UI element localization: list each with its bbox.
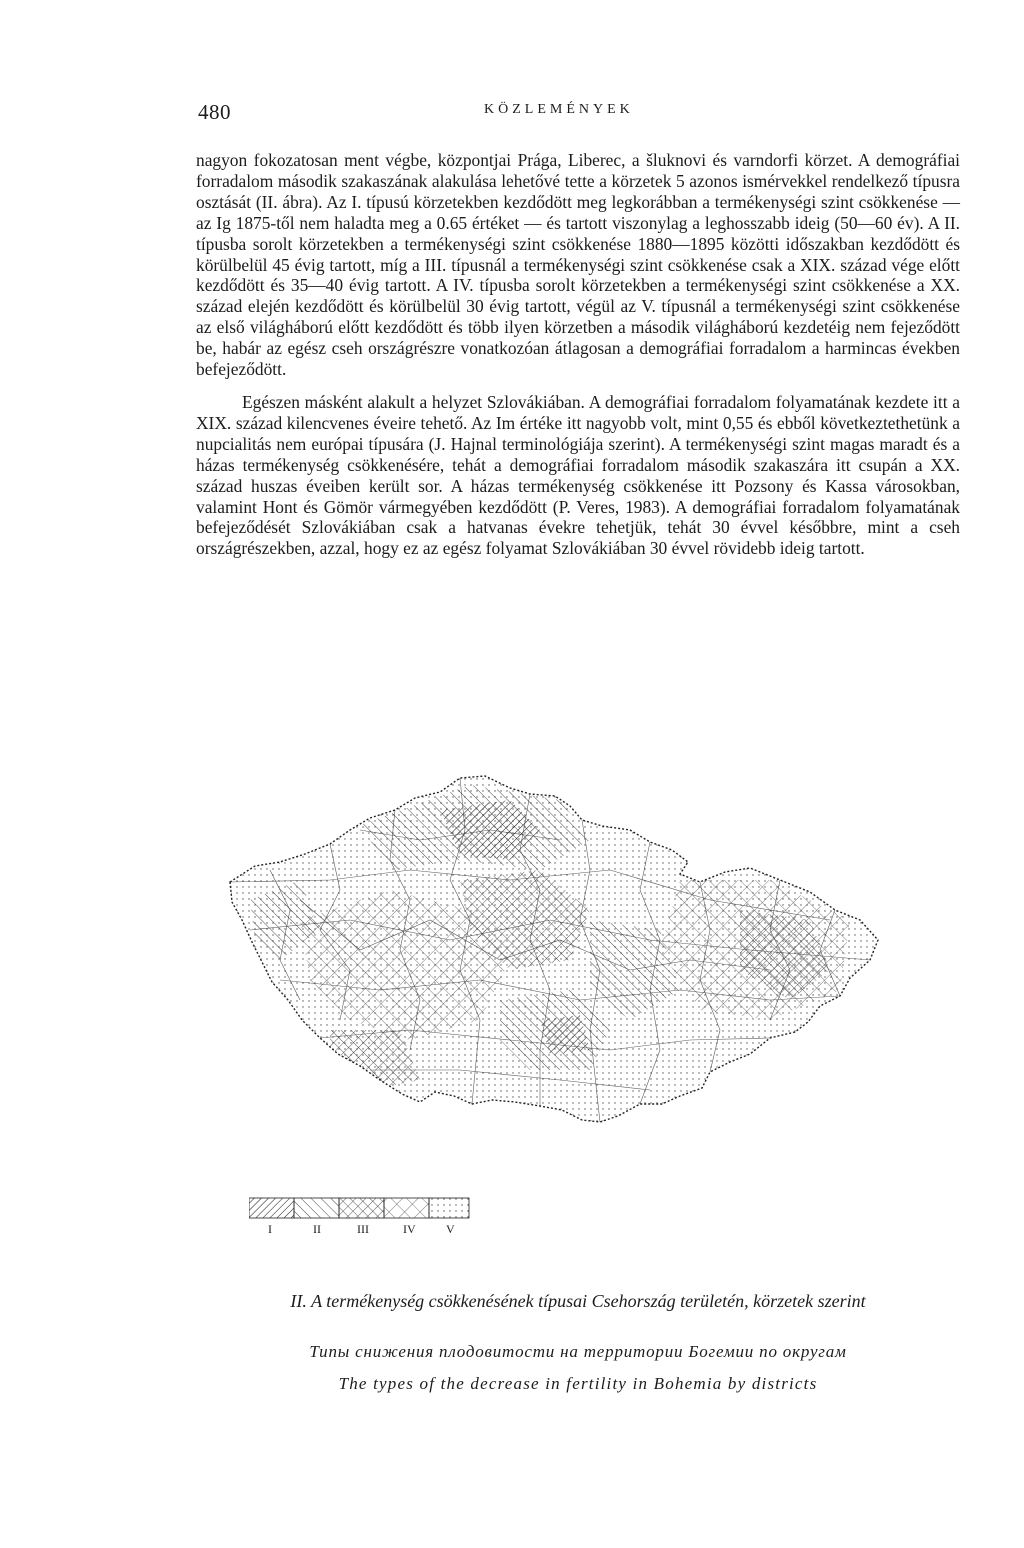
legend-label-V: V	[446, 1222, 455, 1236]
legend-label-I: I	[268, 1222, 272, 1236]
legend-swatch-II	[294, 1198, 339, 1218]
legend-label-III: III	[357, 1222, 369, 1236]
body-text	[196, 150, 960, 559]
figure-caption-russian: Типы снижения плодовитости на территории Богемии по округам	[309, 1342, 847, 1361]
figure-caption-english: The types of the decrease in fertility in Bohemia by districts	[338, 1374, 818, 1393]
legend-swatch-IV	[384, 1198, 429, 1218]
figure-caption-hungarian: II. A termékenység csökkenésének típusai Csehország területén, körzetek szerint	[290, 1291, 866, 1311]
running-head: KÖZLEMÉNYEK	[484, 102, 634, 117]
paragraph-1: nagyon fokozatosan ment végbe, központjai Prága, Liberec, a šluknovi és varndorfi körzet. A demográfiai forradalom második szakaszának alakulása lehetővé tette a körzetek 5 azonos ismérvekkel rendelkező típusra osztását (II. ábra). Az I. típusú körzetekben kezdődött meg legkorábban a termékenységi szint csökkenése — az Ig 1875-től nem haladta meg a 0.65 értéket — és tartott viszonylag a leghosszabb ideig (50—60 év). A II. típusba sorolt körzetekben a termékenységi szint csökkenése 1880—1895 közötti időszakban kezdődött és körülbelül 45 évig tartott, míg a III. típusnál a termékenységi szint csökkenése csak a XIX. század vége előtt kezdődött és 35—40 évig tartott. A IV. típusba sorolt körzetekben a termékenységi szint csökkenése a XX. század elején kezdődött és körülbelül 30 évig tartott, végül az V. típusnál a termékenységi szint csökkenése az első világháború előtt kezdődött és több ilyen körzetben a második világháború kezdetéig nem fejeződött be, habár az egész cseh országrészre vonatkozóan átlagosan a demográfiai forradalom a harmincas években befejeződött.	[196, 150, 960, 380]
legend-swatches	[249, 1196, 479, 1220]
legend-swatch-I	[249, 1198, 294, 1218]
legend-swatch-III	[339, 1198, 384, 1218]
paragraph-2: Egészen másként alakult a helyzet Szlovákiában. A demográfiai forradalom folyamatának kezdete itt a XIX. század kilencvenes éveire tehető. Az Im értéke itt nagyobb volt, mint 0,55 és ebből következtethetünk a nupcialitás nem európai típusára (J. Hajnal terminológiája szerint). A termékenységi szint magas maradt és a házas termékenység csökkenésére, tehát a demográfiai forradalom második szakaszára itt csupán a XX. század huszas éveiben került sor. A házas termékenység csökkenése itt Pozsony és Kassa városokban, valamint Hont és Gömör vármegyében kezdődött (P. Veres, 1983). A demográfiai forradalom folyamatának befejeződését Szlovákiában csak a hatvanas évekre tehetjük, tehát 30 évvel későbbre, mint a cseh országrészekben, azzal, hogy ez az egész folyamat Szlovákiában 30 évvel rövidebb ideig tartott.	[196, 391, 960, 559]
legend-label-IV: IV	[403, 1222, 416, 1236]
legend-label-II: II	[313, 1222, 321, 1236]
map-regions	[210, 770, 910, 1230]
bohemia-district-map	[210, 770, 910, 1230]
legend-swatch-V	[429, 1198, 469, 1218]
map-svg	[210, 770, 910, 1230]
page-number: 480	[198, 100, 231, 124]
